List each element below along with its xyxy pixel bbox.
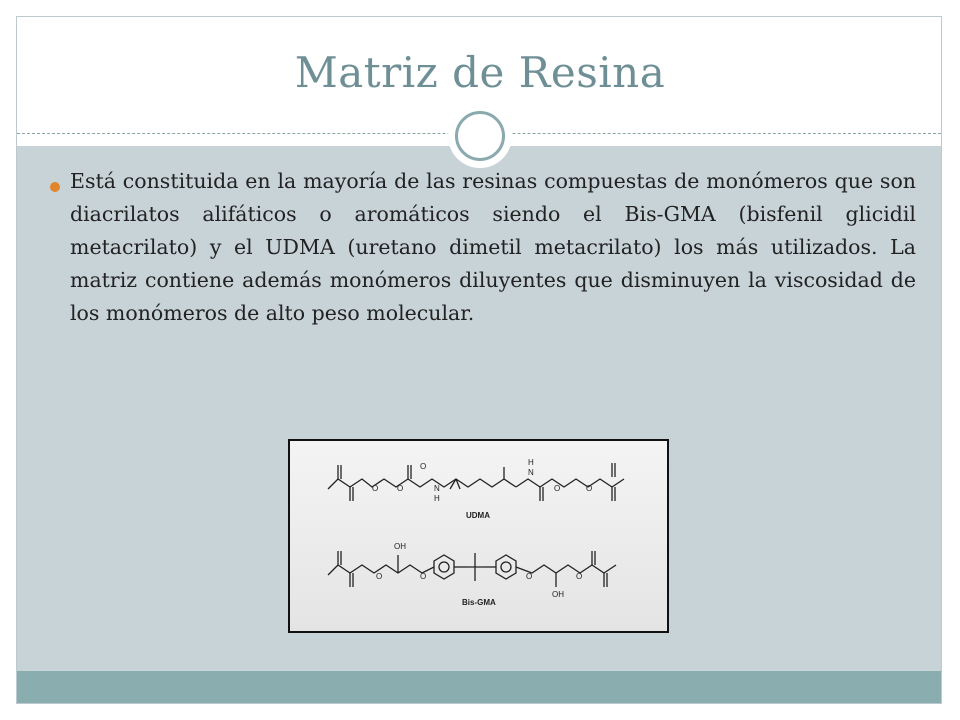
bisgma-o-3: O xyxy=(526,572,533,581)
bisgma-oh-1: OH xyxy=(394,542,406,551)
udma-structure xyxy=(328,463,624,501)
udma-o-2: O xyxy=(397,484,404,493)
udma-n-1: N xyxy=(434,484,440,493)
udma-h-2: H xyxy=(528,458,534,467)
udma-o-5: O xyxy=(586,484,593,493)
bisgma-structure xyxy=(328,551,616,587)
udma-label: UDMA xyxy=(466,511,490,520)
structures-svg xyxy=(290,441,667,631)
ring-ornament-icon xyxy=(455,111,505,161)
udma-o-4: O xyxy=(554,484,561,493)
footer-band xyxy=(17,671,941,703)
chemical-structures-figure xyxy=(288,439,669,633)
bisgma-o-1: O xyxy=(376,572,383,581)
bullet-text: Está constituida en la mayoría de las resinas compuestas de monómeros que son diacrilatos alifáticos o aromáticos siendo el Bis-GMA (bisfenil glicidil metacrilato) y el UDMA (uretano dimetil metacrilato) los más utilizados. La matriz contiene además monómeros diluyentes que disminuyen la viscosidad de los monómeros de alto peso molecular. xyxy=(70,169,916,325)
udma-n-2: N xyxy=(528,468,534,477)
udma-h-1: H xyxy=(434,494,440,503)
bisgma-label: Bis-GMA xyxy=(462,598,496,607)
bullet-dot-icon xyxy=(50,182,60,192)
bisgma-o-4: O xyxy=(576,572,583,581)
slide-title: Matriz de Resina xyxy=(294,48,666,97)
bisgma-oh-2: OH xyxy=(552,590,564,599)
udma-o-3: O xyxy=(420,462,427,471)
bisgma-o-2: O xyxy=(420,572,427,581)
udma-o-1: O xyxy=(372,484,379,493)
